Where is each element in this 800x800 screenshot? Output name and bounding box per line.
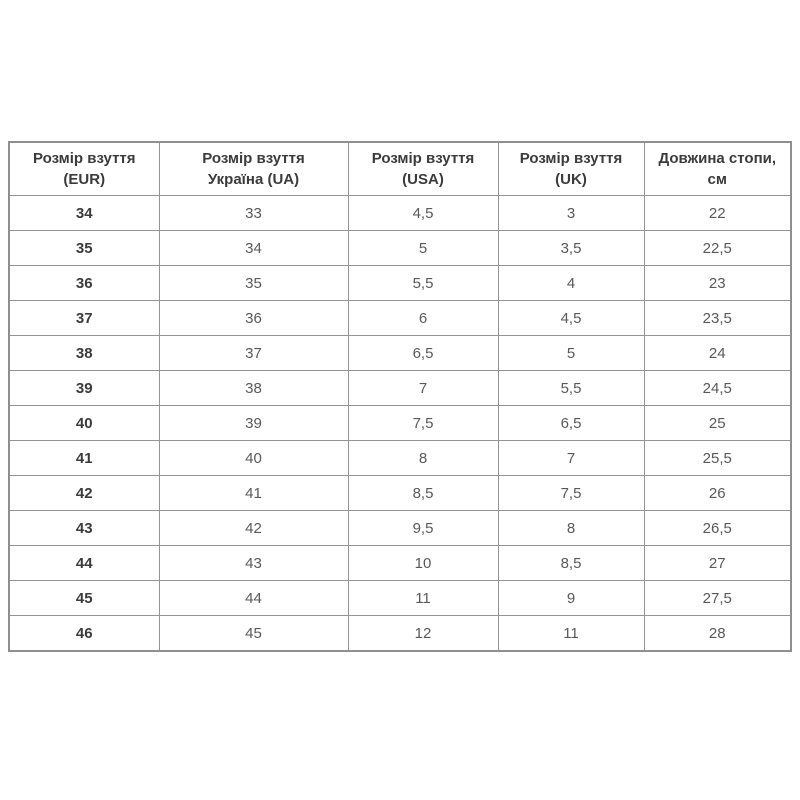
table-cell: 46 <box>9 616 159 652</box>
table-cell: 40 <box>9 406 159 441</box>
header-foot-length-line2: см <box>707 171 727 188</box>
table-cell: 26 <box>644 476 791 511</box>
table-body <box>9 196 791 652</box>
table-row <box>9 511 791 546</box>
table-cell: 4,5 <box>498 301 644 336</box>
table-cell: 37 <box>159 336 348 371</box>
table-cell: 4,5 <box>348 196 498 231</box>
table-cell: 6 <box>348 301 498 336</box>
table-cell: 41 <box>9 441 159 476</box>
table-row <box>9 476 791 511</box>
header-foot-length <box>644 142 791 196</box>
header-ua <box>159 142 348 196</box>
table-row <box>9 231 791 266</box>
table-cell: 5 <box>348 231 498 266</box>
table-row <box>9 581 791 616</box>
table-cell: 36 <box>159 301 348 336</box>
table-cell: 7 <box>498 441 644 476</box>
table-cell: 27 <box>644 546 791 581</box>
table-cell: 37 <box>9 301 159 336</box>
header-eur-line2: (EUR) <box>63 171 106 188</box>
table-cell: 8,5 <box>348 476 498 511</box>
table-cell: 36 <box>9 266 159 301</box>
table-cell: 26,5 <box>644 511 791 546</box>
table-cell: 3,5 <box>498 231 644 266</box>
table-cell: 7 <box>348 371 498 406</box>
table-cell: 8 <box>348 441 498 476</box>
table-row <box>9 616 791 652</box>
table-cell: 33 <box>159 196 348 231</box>
table-cell: 22,5 <box>644 231 791 266</box>
table-cell: 5 <box>498 336 644 371</box>
shoe-size-conversion-table <box>8 141 792 652</box>
table-cell: 41 <box>159 476 348 511</box>
table-cell: 7,5 <box>348 406 498 441</box>
table-cell: 45 <box>9 581 159 616</box>
table-cell: 23,5 <box>644 301 791 336</box>
table-cell: 45 <box>159 616 348 652</box>
table-header-row <box>9 142 791 196</box>
table-row <box>9 196 791 231</box>
table-cell: 28 <box>644 616 791 652</box>
table-cell: 43 <box>159 546 348 581</box>
header-uk-line2: (UK) <box>555 171 587 188</box>
header-usa <box>348 142 498 196</box>
table-cell: 39 <box>9 371 159 406</box>
table-cell: 8 <box>498 511 644 546</box>
table-cell: 3 <box>498 196 644 231</box>
table-cell: 25,5 <box>644 441 791 476</box>
header-ua-line1: Розмір взуття <box>202 150 305 167</box>
table-cell: 42 <box>159 511 348 546</box>
header-ua-line2: Україна (UA) <box>207 171 300 188</box>
table-row <box>9 301 791 336</box>
header-uk-line1: Розмір взуття <box>519 150 623 167</box>
table-row <box>9 441 791 476</box>
header-usa-line2: (USA) <box>402 171 444 188</box>
table-cell: 9,5 <box>348 511 498 546</box>
header-foot-length-line1: Довжина стопи, <box>658 150 777 167</box>
table-cell: 44 <box>9 546 159 581</box>
table-cell: 38 <box>159 371 348 406</box>
table-cell: 5,5 <box>498 371 644 406</box>
table-cell: 35 <box>159 266 348 301</box>
table-cell: 38 <box>9 336 159 371</box>
table-cell: 35 <box>9 231 159 266</box>
table-cell: 9 <box>498 581 644 616</box>
header-usa-line1: Розмір взуття <box>371 150 475 167</box>
table-cell: 34 <box>9 196 159 231</box>
table-row <box>9 336 791 371</box>
header-eur <box>9 142 159 196</box>
header-uk <box>498 142 644 196</box>
table-cell: 12 <box>348 616 498 652</box>
table-cell: 23 <box>644 266 791 301</box>
table-cell: 8,5 <box>498 546 644 581</box>
table-row <box>9 406 791 441</box>
table-cell: 24,5 <box>644 371 791 406</box>
table-cell: 27,5 <box>644 581 791 616</box>
table-cell: 24 <box>644 336 791 371</box>
table-cell: 6,5 <box>348 336 498 371</box>
table-cell: 40 <box>159 441 348 476</box>
table-cell: 34 <box>159 231 348 266</box>
table-cell: 43 <box>9 511 159 546</box>
table-cell: 10 <box>348 546 498 581</box>
header-eur-line1: Розмір взуття <box>32 150 136 167</box>
table-cell: 22 <box>644 196 791 231</box>
table-cell: 11 <box>498 616 644 652</box>
table-row <box>9 546 791 581</box>
table-cell: 6,5 <box>498 406 644 441</box>
table-row <box>9 371 791 406</box>
table-cell: 42 <box>9 476 159 511</box>
table-cell: 11 <box>348 581 498 616</box>
table-cell: 7,5 <box>498 476 644 511</box>
table-cell: 39 <box>159 406 348 441</box>
table-cell: 5,5 <box>348 266 498 301</box>
table-cell: 25 <box>644 406 791 441</box>
table-cell: 4 <box>498 266 644 301</box>
table-row <box>9 266 791 301</box>
table-cell: 44 <box>159 581 348 616</box>
